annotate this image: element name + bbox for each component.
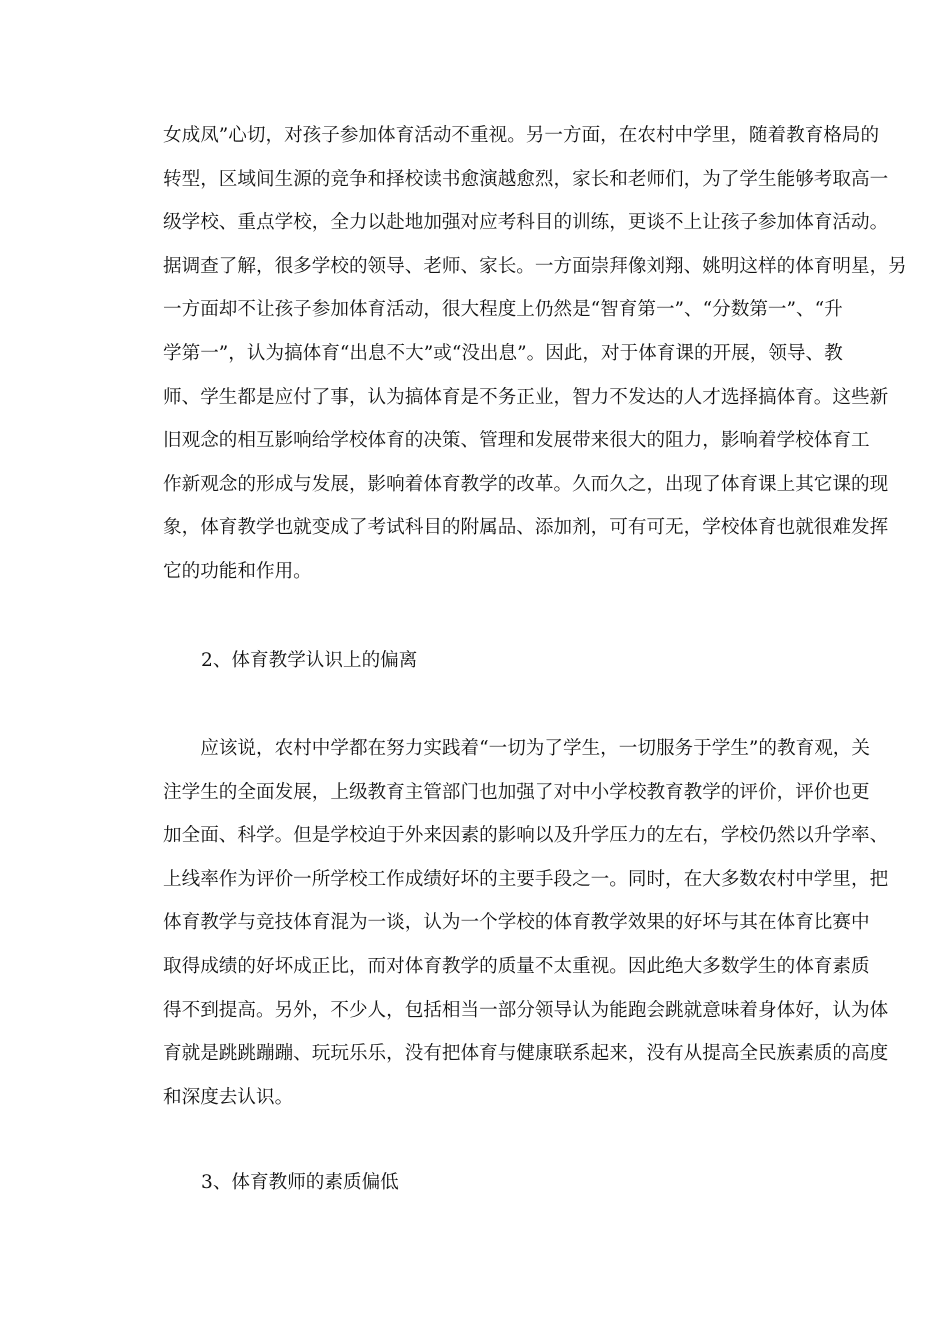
text-line: 女成凤”心切，对孩子参加体育活动不重视。另一方面，在农村中学里，随着教育格局的 [163,125,880,146]
text-line: 育就是跳跳蹦蹦、玩玩乐乐，没有把体育与健康联系起来，没有从提高全民族素质的高度 [163,1043,889,1065]
text-line: 注学生的全面发展，上级教育主管部门也加强了对中小学校教育教学的评价，评价也更 [163,781,870,803]
text-line: 得不到提高。另外，不少人，包括相当一部分领导认为能跑会跳就意味着身体好，认为体 [163,999,889,1021]
text-line: 师、学生都是应付了事，认为搞体育是不务正业，智力不发达的人才选择搞体育。这些新 [163,386,889,408]
text-line: 一方面却不让孩子参加体育活动，很大程度上仍然是“智育第一”、“分数第一”、“升 [163,299,843,321]
paragraph-1 [163,114,907,594]
text-line: 象，体育教学也就变成了考试科目的附属品、添加剂，可有可无，学校体育也就很难发挥 [163,517,889,539]
text-line: 它的功能和作用。 [163,560,312,582]
text-line: 级学校、重点学校，全力以赴地加强对应考科目的训练，更谈不上让孩子参加体育活动。 [163,212,889,234]
text-line: 上线率作为评价一所学校工作成绩好坏的主要手段之一。同时，在大多数农村中学里，把 [163,868,889,890]
text-line: 旧观念的相互影响给学校体育的决策、管理和发展带来很大的阻力，影响着学校体育工 [163,430,870,452]
section-heading-2: 2、体育教学认识上的偏离 [201,650,418,671]
text-line: 作新观念的形成与发展，影响着体育教学的改革。久而久之，出现了体育课上其它课的现 [163,473,889,495]
section-heading-3: 3、体育教师的素质偏低 [201,1172,399,1193]
text-line: 转型，区域间生源的竞争和择校读书愈演越愈烈，家长和老师们，为了学生能够考取高一 [163,168,889,190]
text-line: 加全面、科学。但是学校迫于外来因素的影响以及升学压力的左右，学校仍然以升学率、 [163,825,889,847]
text-line: 和深度去认识。 [163,1086,294,1108]
text-line: 体育教学与竞技体育混为一谈，认为一个学校的体育教学效果的好坏与其在体育比赛中 [163,912,870,934]
text-line: 据调查了解，很多学校的领导、老师、家长。一方面崇拜像刘翔、姚明这样的体育明星，另 [163,255,907,277]
text-line: 取得成绩的好坏成正比，而对体育教学的质量不太重视。因此绝大多数学生的体育素质 [163,955,870,977]
paragraph-2 [163,727,889,1119]
text-line: 学第一”，认为搞体育“出息不大”或“没出息”。因此，对于体育课的开展，领导、教 [163,342,843,364]
text-line: 应该说，农村中学都在努力实践着“一切为了学生，一切服务于学生”的教育观，关 [163,738,870,759]
